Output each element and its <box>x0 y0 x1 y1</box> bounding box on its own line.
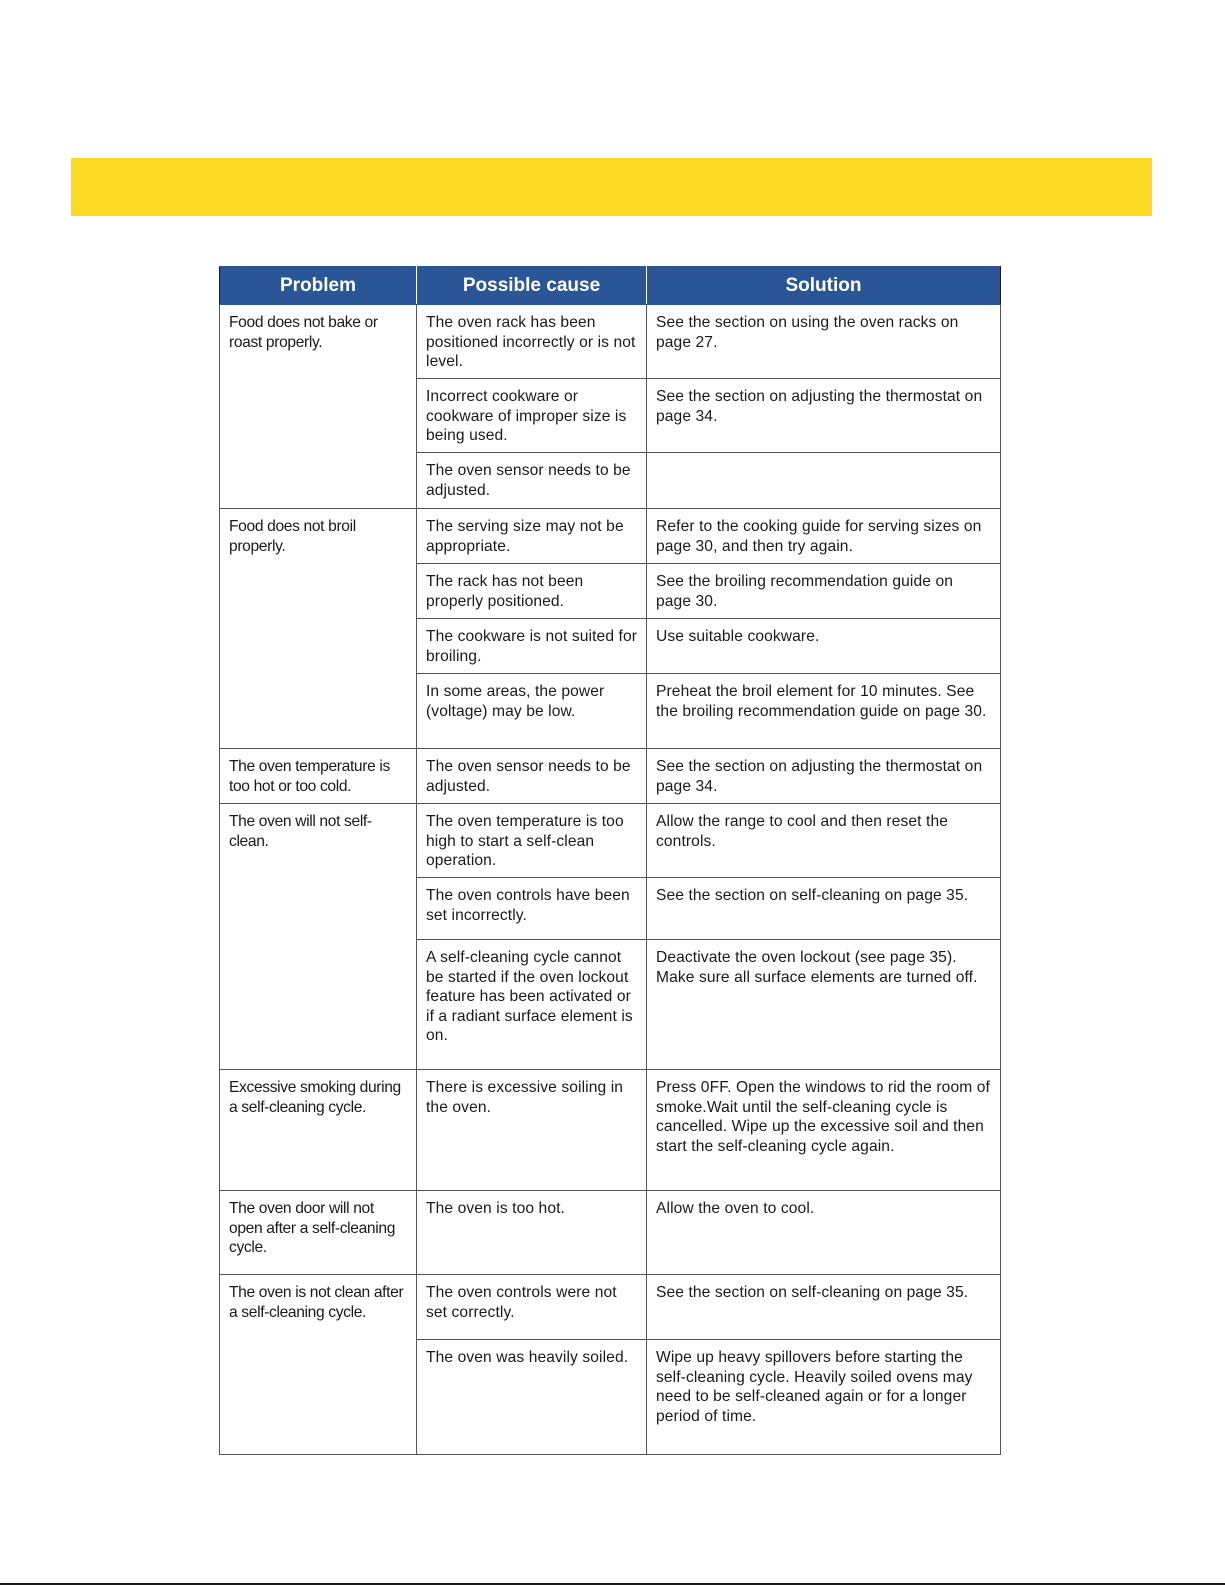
solution-cell: Press 0FF. Open the windows to rid the room of smoke.Wait until the self-cleaning cycle is cancelled. Wipe up the excessive soil and then start the self-cleaning cycle again. <box>647 1070 1001 1191</box>
cause-cell: The oven rack has been positioned incorrectly or is not level. <box>417 305 647 379</box>
table-row <box>220 1070 1001 1191</box>
solution-cell: Wipe up heavy spillovers before starting the self-cleaning cycle. Heavily soiled ovens may need to be self-cleaned again or for a longer period of time. <box>647 1340 1001 1455</box>
solution-cell: Allow the range to cool and then reset the controls. <box>647 804 1001 878</box>
table-row <box>220 305 1001 379</box>
solution-cell: Deactivate the oven lockout (see page 35). Make sure all surface elements are turned off. <box>647 940 1001 1070</box>
cause-cell: A self-cleaning cycle cannot be started if the oven lockout feature has been activated or if a radiant surface element is on. <box>417 940 647 1070</box>
cause-cell: The oven is too hot. <box>417 1191 647 1275</box>
column-header-problem: Problem <box>220 267 417 305</box>
solution-cell: See the section on using the oven racks on page 27. <box>647 305 1001 379</box>
solution-cell: See the section on adjusting the thermostat on page 34. <box>647 379 1001 453</box>
cause-cell: The rack has not been properly positioned. <box>417 564 647 619</box>
cause-cell: In some areas, the power (voltage) may be low. <box>417 674 647 749</box>
problem-cell: The oven will not self-clean. <box>220 804 417 1070</box>
table-row <box>220 749 1001 804</box>
problem-cell: The oven door will not open after a self-cleaning cycle. <box>220 1191 417 1275</box>
solution-cell: Allow the oven to cool. <box>647 1191 1001 1275</box>
solution-cell: Refer to the cooking guide for serving sizes on page 30, and then try again. <box>647 509 1001 564</box>
problem-cell: Food does not broil properly. <box>220 509 417 749</box>
table-row <box>220 509 1001 564</box>
troubleshooting-table <box>219 266 1001 1455</box>
cause-cell: The cookware is not suited for broiling. <box>417 619 647 674</box>
cause-cell: The oven controls were not set correctly. <box>417 1275 647 1340</box>
solution-cell: Use suitable cookware. <box>647 619 1001 674</box>
table-header-row <box>220 267 1001 305</box>
cause-cell: There is excessive soiling in the oven. <box>417 1070 647 1191</box>
cause-cell: The oven temperature is too high to start a self-clean operation. <box>417 804 647 878</box>
cause-cell: Incorrect cookware or cookware of improper size is being used. <box>417 379 647 453</box>
problem-cell: Excessive smoking during a self-cleaning cycle. <box>220 1070 417 1191</box>
solution-cell: See the broiling recommendation guide on page 30. <box>647 564 1001 619</box>
table-row <box>220 1191 1001 1275</box>
problem-cell: Food does not bake or roast properly. <box>220 305 417 509</box>
problem-cell: The oven is not clean after a self-cleaning cycle. <box>220 1275 417 1455</box>
cause-cell: The oven sensor needs to be adjusted. <box>417 749 647 804</box>
problem-cell: The oven temperature is too hot or too cold. <box>220 749 417 804</box>
solution-cell: See the section on self-cleaning on page 35. <box>647 878 1001 940</box>
cause-cell: The serving size may not be appropriate. <box>417 509 647 564</box>
solution-cell: See the section on adjusting the thermostat on page 34. <box>647 749 1001 804</box>
cause-cell: The oven was heavily soiled. <box>417 1340 647 1455</box>
column-header-solution: Solution <box>647 267 1001 305</box>
cause-cell: The oven controls have been set incorrectly. <box>417 878 647 940</box>
column-header-possible-cause: Possible cause <box>417 267 647 305</box>
section-banner <box>71 158 1152 216</box>
solution-cell: See the section on self-cleaning on page 35. <box>647 1275 1001 1340</box>
solution-cell: Preheat the broil element for 10 minutes. See the broiling recommendation guide on page 30. <box>647 674 1001 749</box>
solution-cell <box>647 453 1001 509</box>
table-row <box>220 1275 1001 1340</box>
cause-cell: The oven sensor needs to be adjusted. <box>417 453 647 509</box>
table-row <box>220 804 1001 878</box>
